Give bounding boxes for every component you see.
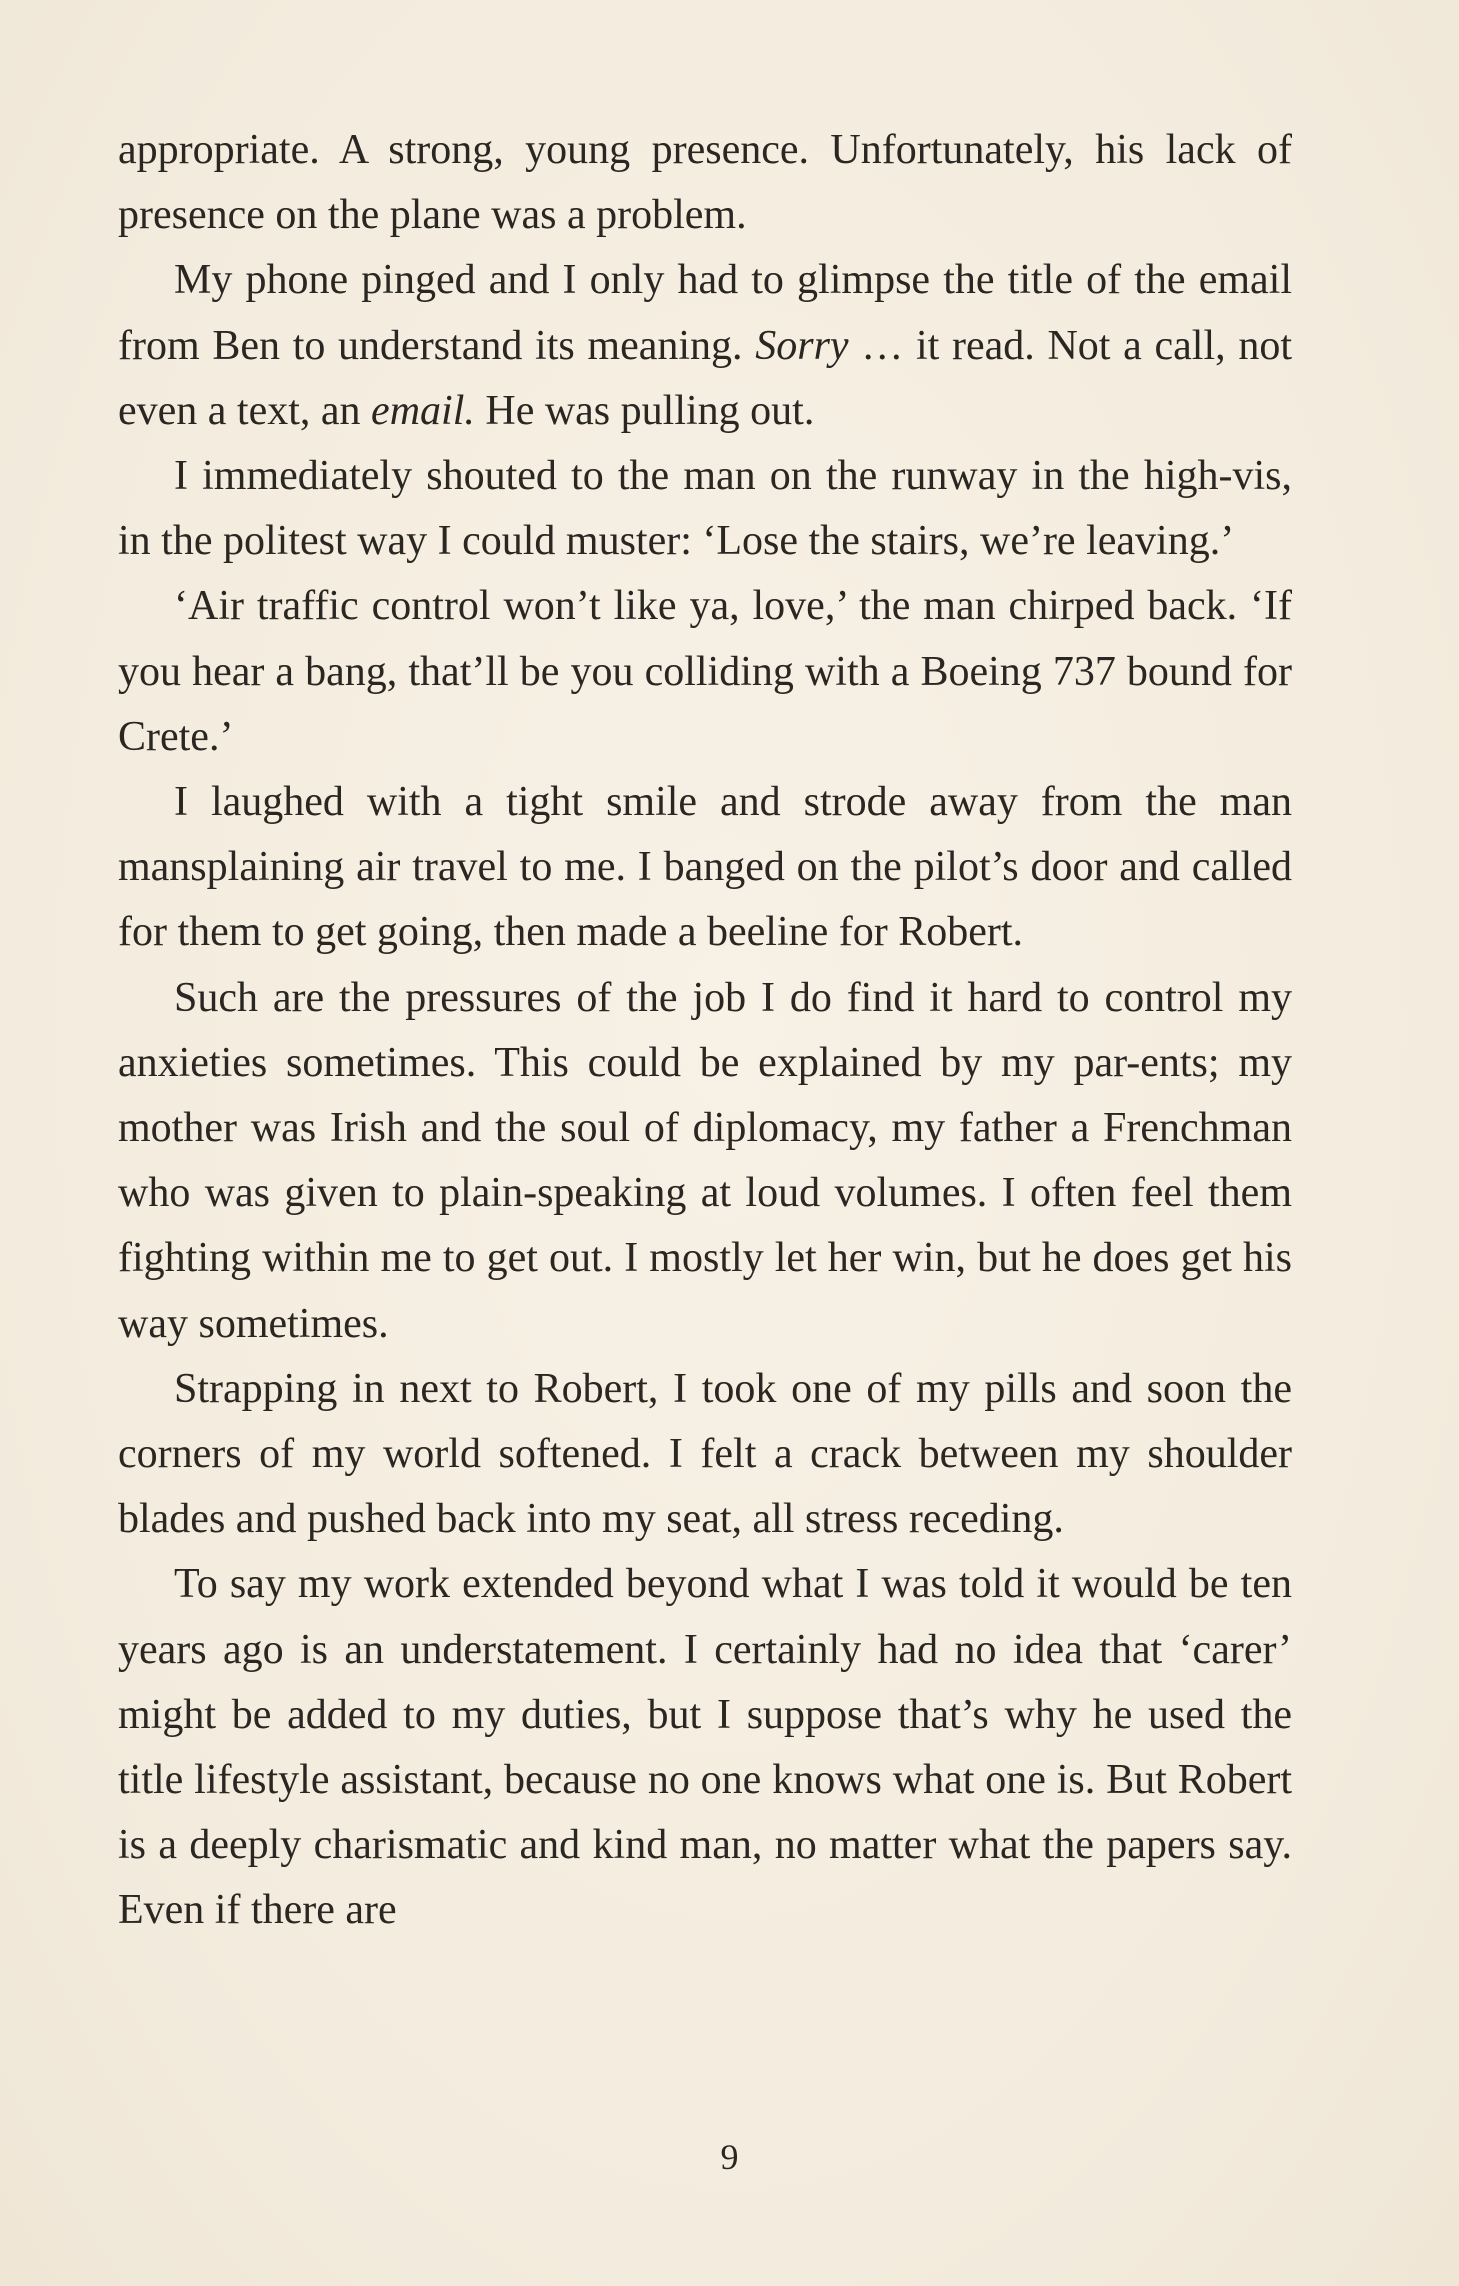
paragraph: appropriate. A strong, young presence. Unfortunately, his lack of presence on the plane was a problem. — [118, 127, 1292, 239]
paragraph: ‘Air traffic control won’t like ya, love,’ the man chirped back. ‘If you hear a bang, that’ll be you colliding with a Boeing 737 bound for Crete.’ — [118, 583, 1292, 760]
italic-text: Sorry — [755, 322, 849, 369]
paragraph: My phone pinged and I only had to glimpse the title of the email from Ben to understand its meaning. Sorry … it read. Not a call, not even a text, an email. He was pulling out. — [118, 257, 1292, 434]
body-text — [118, 118, 1292, 1944]
paragraph: Strapping in next to Robert, I took one of my pills and soon the corners of my world softened. I felt a crack between my shoulder blades and pushed back into my seat, all stress receding. — [118, 1365, 1292, 1543]
paragraph: Such are the pressures of the job I do find it hard to control my anxieties sometimes. This could be explained by my par-ents; my mother was Irish and the soul of diplomacy, my father a Frenchman who was given to plain-speaking at loud volumes. I often feel them fighting within me to get out. I mostly let her win, but he does get his way sometimes. — [118, 974, 1292, 1347]
paragraph: To say my work extended beyond what I was told it would be ten years ago is an understatement. I certainly had no idea that ‘carer’ might be added to my duties, but I suppose that’s why he used the title lifestyle assistant, because no one knows what one is. But Robert is a deeply charismatic and kind man, no matter what the papers say. Even if there are — [118, 1561, 1292, 1934]
paragraph: I immediately shouted to the man on the runway in the high-vis, in the politest way I could muster: ‘Lose the stairs, we’re leaving.’ — [118, 453, 1292, 565]
paragraph: I laughed with a tight smile and strode away from the man mansplaining air travel to me. I banged on the pilot’s door and called for them to get going, then made a beeline for Robert. — [118, 779, 1292, 956]
page-number: 9 — [720, 2137, 739, 2177]
italic-text: email. — [371, 387, 475, 434]
